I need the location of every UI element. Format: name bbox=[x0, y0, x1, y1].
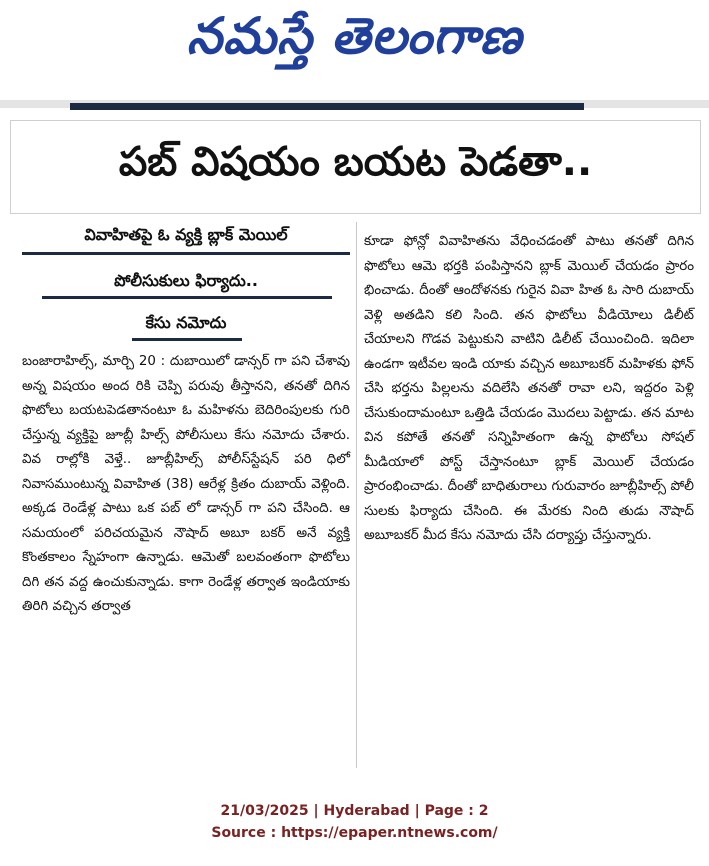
subheadline-3: కేసు నమోదు bbox=[145, 313, 227, 332]
subheadline-1: వివాహితపై ఓ వ్యక్తి బ్లాక్ మెయిల్ bbox=[84, 225, 288, 244]
article-headline: పబ్ విషయం బయట పెడతా.. bbox=[118, 139, 593, 185]
article-right-column bbox=[364, 212, 694, 772]
newspaper-logo: నమస్తే తెలంగాణ bbox=[186, 6, 523, 65]
headline-box bbox=[10, 120, 701, 214]
subheadline-2: పోలీసుకులు ఫిర్యాదు.. bbox=[114, 271, 258, 290]
article-body-right: కూడా ఫోన్లో వివాహితను వేధించడంతో పాటు తనతో దిగిన ఫొటోలు ఆమె భర్తకి పంపిస్తానని బ్లాక్ మెయిల్ చేయడం ప్రారం భించాడు. దీంతో ఆందోళనకు గురైన వివా హిత ఓ సారి దుబాయ్ వెళ్లి అతడిని కలి సింది. తన ఫొటోలు వీడియోలు డిలీట్ చేయాలని గొడవ పెట్టుకుని వాటిని డిలీట్ చేయించింది. ఇదిలా ఉండగా ఇటీవల ఇండి యాకు వచ్చిన అబూబకర్ మహిళకు ఫోన్ చేసి భర్తను పిల్లలను వదిలేసి తనతో రావా లని, ఇద్దరం పెళ్లి చేసుకుందామంటూ ఒత్తిడి చేయడం మొదలు పెట్టాడు. తన మాట విన కపోతే తనతో సన్నిహితంగా ఉన్న ఫొటోలు సోషల్ మీడియాలో పోస్ట్ చేస్తానంటూ బ్లాక్ మెయిల్ చేయడం ప్రారంభించాడు. దీంతో బాధితురాలు గురువారం జూబ్లీహిల్స్ పోలీ సులకు ఫిర్యాదు చేసింది. ఈ మేరకు నింది తుడు నౌషాద్ అబూబకర్ మీద కేసు నమోదు చేసి దర్యాప్తు చేస్తున్నారు. bbox=[364, 234, 694, 543]
article-left-column bbox=[22, 212, 350, 772]
column-divider bbox=[356, 222, 357, 768]
article-body-left: బంజారాహిల్స్, మార్చి 20 : దుబాయిలో డాన్సర్ గా పని చేశావు అన్న విషయం అంద రికి చెప్పి పరువు తీస్తానని, తనతో దిగిన ఫొటోలు బయటపెడతానంటూ ఓ మహిళను బెదిరింపులకు గురి చేస్తున్న వ్యక్తిపై జూబ్లీ హిల్స్ పోలీసులు కేసు నమోదు చేశారు. వివ రాల్లోకి వెళ్తే.. జూబ్లీహిల్స్ పోలీస్‌స్టేషన్ పరి ధిలో నివాసముంటున్న వివాహిత (38) ఆరేళ్ల క్రితం దుబాయ్ వెళ్లింది. అక్కడ రెండేళ్ల పాటు ఒక పబ్ లో డాన్సర్ గా పని చేసింది. ఆ సమయంలో పరిచయమైన నౌషాద్ అబూ బకర్ అనే వ్యక్తి కొంతకాలం స్నేహంగా ఉన్నాడు. ఆమెతో బలవంతంగా ఫొటోలు దిగి తన వద్ద ఉంచుకున్నాడు. కాగా రెండేళ్ల తర్వాత ఇండియాకు తిరిగి వచ్చిన తర్వాత bbox=[22, 354, 350, 614]
footer-date-line: 21/03/2025 | Hyderabad | Page : 2 bbox=[220, 803, 489, 819]
masthead-rule bbox=[70, 103, 584, 110]
masthead bbox=[0, 0, 709, 100]
footer-source-line: Source : https://epaper.ntnews.com/ bbox=[211, 825, 498, 841]
subheadline-underline bbox=[42, 296, 332, 299]
subheadline-underline bbox=[22, 252, 350, 255]
page-footer bbox=[0, 800, 709, 844]
subheadline-underline bbox=[132, 338, 242, 341]
